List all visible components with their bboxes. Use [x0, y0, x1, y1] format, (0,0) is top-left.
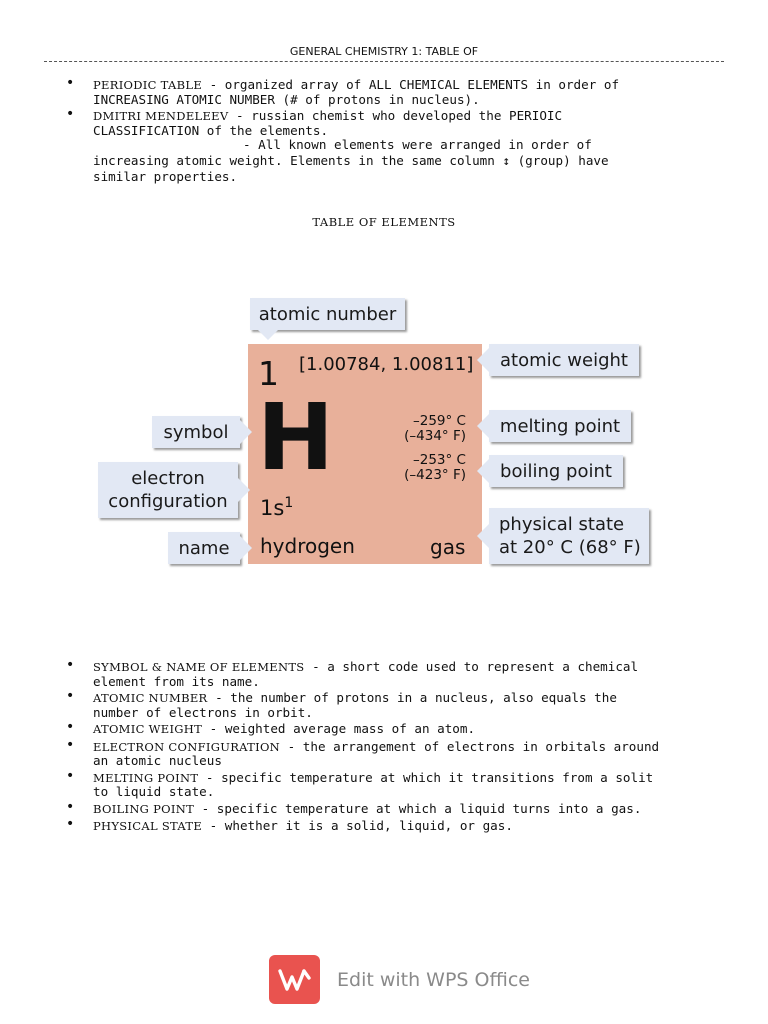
callout-symbol: symbol — [152, 416, 240, 448]
list-item: • SYMBOL & NAME OF ELEMENTS - a short code used to represent a chemical element from its name. — [66, 660, 726, 688]
callout-boiling-point: boiling point — [489, 455, 623, 487]
tile-atomic-weight: [1.00784, 1.00811] — [299, 354, 474, 375]
term-boiling-point: BOILING POINT — [93, 801, 195, 816]
wps-watermark[interactable] — [269, 955, 530, 1004]
callout-melting-point: melting point — [489, 410, 631, 442]
intro-list — [66, 78, 726, 188]
list-item: • PHYSICAL STATE - whether it is a solid, liquid, or gas. — [66, 819, 726, 834]
term-periodic-table: PERIODIC TABLE — [93, 78, 203, 92]
term-electron-configuration: ELECTRON CONFIGURATION — [93, 739, 281, 754]
tile-melting-c: –259° C — [413, 413, 466, 429]
callout-atomic-number: atomic number — [250, 298, 405, 330]
list-item: • ATOMIC NUMBER - the number of protons in a nucleus, also equals the number of electrons in orbit. — [66, 691, 726, 719]
tile-electron-configuration: $1s^1$ — [260, 495, 294, 520]
callout-name: name — [168, 532, 240, 564]
tile-symbol: H — [257, 384, 334, 491]
wps-logo-icon — [269, 955, 320, 1004]
definitions-list — [66, 660, 726, 837]
list-item: • PERIODIC TABLE - organized array of ALL CHEMICAL ELEMENTS in order of INCREASING ATOMIC NUMBER (# of protons in nucleus). — [66, 78, 726, 106]
tile-name: hydrogen — [260, 534, 355, 558]
term-melting-point: MELTING POINT — [93, 770, 199, 785]
term-atomic-weight: ATOMIC WEIGHT — [93, 722, 203, 736]
term-physical-state: PHYSICAL STATE — [93, 819, 203, 833]
callout-atomic-weight: atomic weight — [489, 344, 639, 376]
callout-physical-state: physical state at 20° C (68° F) — [489, 508, 649, 564]
term-atomic-number: ATOMIC NUMBER — [93, 691, 208, 705]
list-item: • DMITRI MENDELEEV - russian chemist who developed the PERIOIC CLASSIFICATION of the elements. - All known elements were arranged in order of increasing atomic weight. Elements in the same column ↕ (group) have similar properties. — [66, 109, 726, 185]
wps-watermark-text: Edit with WPS Office — [337, 968, 530, 991]
callout-electron-configuration: electron configuration — [98, 462, 238, 518]
tile-atomic-number: 1 — [258, 354, 279, 393]
list-item: • ELECTRON CONFIGURATION - the arrangement of electrons in orbitals around an atomic nucleus — [66, 740, 726, 768]
page-header: GENERAL CHEMISTRY 1: TABLE OF — [289, 45, 479, 58]
tile-boiling-c: –253° C — [413, 452, 466, 468]
list-item: • MELTING POINT - specific temperature at which it transitions from a solit to liquid state. — [66, 771, 726, 799]
section-subtitle: TABLE OF ELEMENTS — [312, 215, 456, 229]
tile-boiling-f: (–423° F) — [404, 467, 466, 483]
element-key-figure — [96, 296, 656, 572]
tile-melting-f: (–434° F) — [404, 428, 466, 444]
list-item: • BOILING POINT - specific temperature at which a liquid turns into a gas. — [66, 802, 726, 817]
term-symbol-name: SYMBOL & NAME OF ELEMENTS — [93, 660, 305, 674]
term-mendeleev: DMITRI MENDELEEV — [93, 109, 229, 123]
list-item: • ATOMIC WEIGHT - weighted average mass of an atom. — [66, 722, 726, 737]
tile-state: gas — [430, 535, 466, 559]
header-divider — [44, 61, 724, 62]
